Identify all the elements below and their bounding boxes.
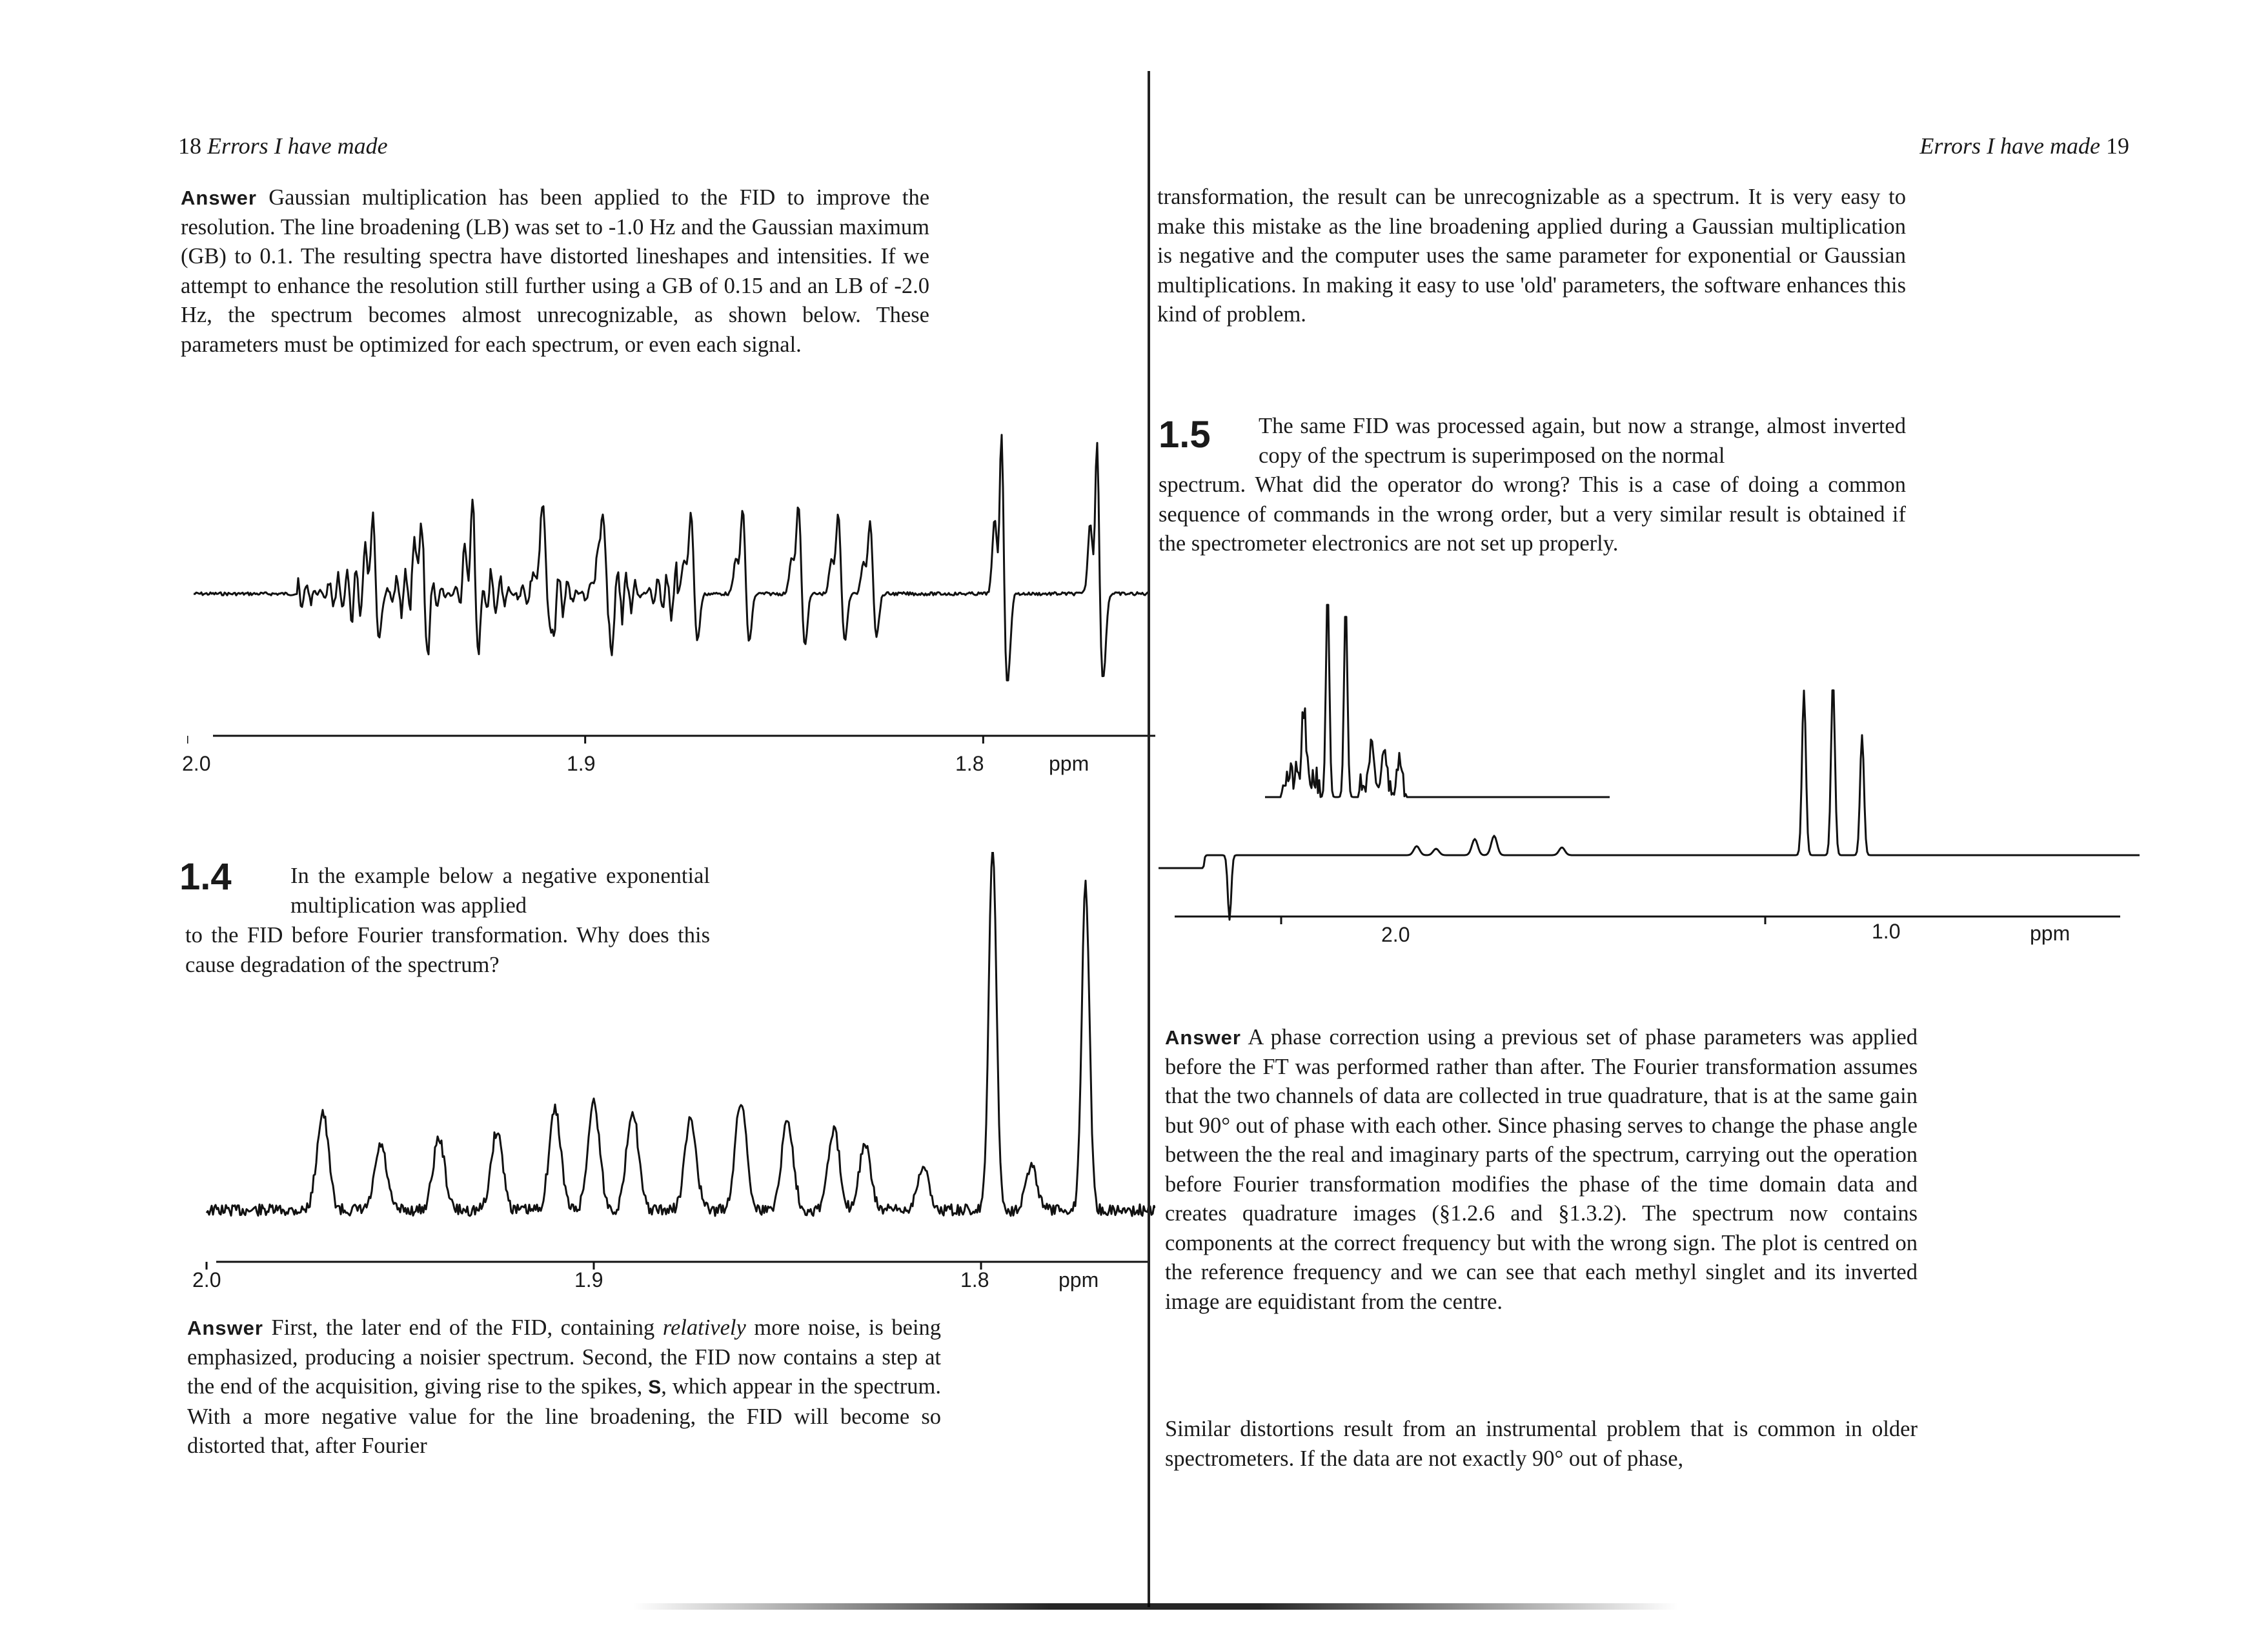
- left-running-head-title: Errors I have made: [207, 133, 388, 159]
- question-1-4-text-b: to the FID before Fourier transformation. Why does this cause degradation of the spectrum?: [185, 923, 710, 977]
- spectrum-2-tick-2-0: 2.0: [192, 1268, 221, 1291]
- spectrum-2-tick-1-8: 1.8: [960, 1268, 989, 1291]
- question-1-4-text-a: In the example below a negative exponential multiplication was applied: [290, 864, 710, 918]
- spectrum-3-axis-label: ppm: [2030, 922, 2071, 945]
- answer-label: Answer: [181, 187, 257, 209]
- question-1-5-text-b: spectrum. What did the operator do wrong? This is a case of doing a common sequence of commands in the wrong order, but a very similar result is obtained if the spectrometer electronics are not set up properly.: [1159, 472, 1906, 556]
- right-running-head-title: Errors I have made: [1919, 133, 2100, 159]
- question-1-4-number: 1.4: [179, 856, 232, 898]
- spectrum-2-tick-1-9: 1.9: [574, 1268, 603, 1291]
- spectrum-3: [1159, 581, 2140, 942]
- spectrum-3-tick-2-0: 2.0: [1381, 923, 1410, 946]
- spectrum-1-plot: [187, 387, 1155, 787]
- spectrum-2-plot: [187, 852, 1155, 1297]
- right-running-head: [1919, 132, 2129, 159]
- spectrum-2-axis-label: ppm: [1058, 1268, 1099, 1291]
- spectrum-2: [187, 852, 1155, 1297]
- answer-1-5-label: Answer: [1165, 1026, 1241, 1049]
- answer-1-3-text: Gaussian multiplication has been applied to the FID to improve the resolution. The line broadening (LB) was set to -1.0 Hz and the Gaussian maximum (GB) to 0.1. The resulting spectra have distorted lineshapes and intensities. If we attempt to enhance the resolution still further using a GB of 0.15 and an LB of -2.0 Hz, the spectrum becomes almost unrecognizable, as shown below. These parameters must be optimized for each spectrum, or even each signal.: [181, 185, 930, 357]
- spectrum-3-tick-1-0: 1.0: [1872, 920, 1901, 943]
- page-bottom-shadow: [633, 1603, 1678, 1610]
- book-spine: [1148, 71, 1150, 1607]
- spectrum-1-tick-1-9: 1.9: [567, 752, 596, 775]
- spectrum-1-axis-label: ppm: [1049, 752, 1089, 775]
- spectrum-1-trace: [194, 435, 1149, 680]
- spectrum-3-plot: [1159, 581, 2140, 942]
- answer-1-5-text: A phase correction using a previous set of phase parameters was applied before the FT was performed rather than after. The Fourier transformation assumes that the two channels of data are collected in true quadrature, that is at the same gain but 90° out of phase with each other. Since phasing serves to change the phase angle between the the real and imaginary parts of the spectrum, carrying out the operation before Fourier transformation modifies the phase of the time domain data and creates quadrature images (§1.2.6 and §1.3.2). The spectrum now contains components at the correct frequency but with the wrong sign. The plot is centred on the reference frequency and we can see that each methyl singlet and its inverted image are equidistant from the centre.: [1165, 1025, 1918, 1314]
- question-1-5-number: 1.5: [1159, 414, 1211, 456]
- right-page-number: 19: [2106, 133, 2129, 159]
- answer-1-4-label: Answer: [187, 1317, 263, 1339]
- spectrum-1: [187, 387, 1155, 787]
- left-page-number: 18: [178, 133, 201, 159]
- spectrum-3-inset-trace: [1265, 605, 1610, 797]
- continuation-text: transformation, the result can be unrecognizable as a spectrum. It is very easy to make this mistake as the line broadening applied during a Gaussian multiplication is negative and the computer uses the same parameter for exponential or Gaussian multiplications. In making it easy to use 'old' parameters, the software enhances this kind of problem.: [1157, 185, 1906, 327]
- spectrum-1-tick-1-8: 1.8: [955, 752, 984, 775]
- question-1-5-text-a: The same FID was processed again, but now a strange, almost inverted copy of the spectrum is superimposed on the normal: [1259, 414, 1906, 468]
- spectrum-1-tick-2-0: 2.0: [182, 752, 211, 775]
- spectrum-2-trace: [207, 852, 1155, 1216]
- spike-symbol: S: [648, 1377, 662, 1398]
- answer-1-3: [181, 183, 929, 360]
- answer-1-5: [1165, 1023, 1918, 1317]
- closing-text: Similar distortions result from an instrumental problem that is common in older spectrometers. If the data are not exactly 90° out of phase,: [1165, 1417, 1918, 1471]
- answer-1-4-emphasis: relatively: [662, 1315, 746, 1340]
- left-running-head: [178, 132, 388, 159]
- answer-1-4: Answer First, the later end of the FID, containing relatively more noise, is being emphasized, producing a noisier spectrum. Second, the FID now contains a step at the end of the acquisition, giving rise to the spikes, S, which appear in the spectrum. With a more negative value for the line broadening, the FID will become so distorted that, after Fourier: [187, 1315, 942, 1458]
